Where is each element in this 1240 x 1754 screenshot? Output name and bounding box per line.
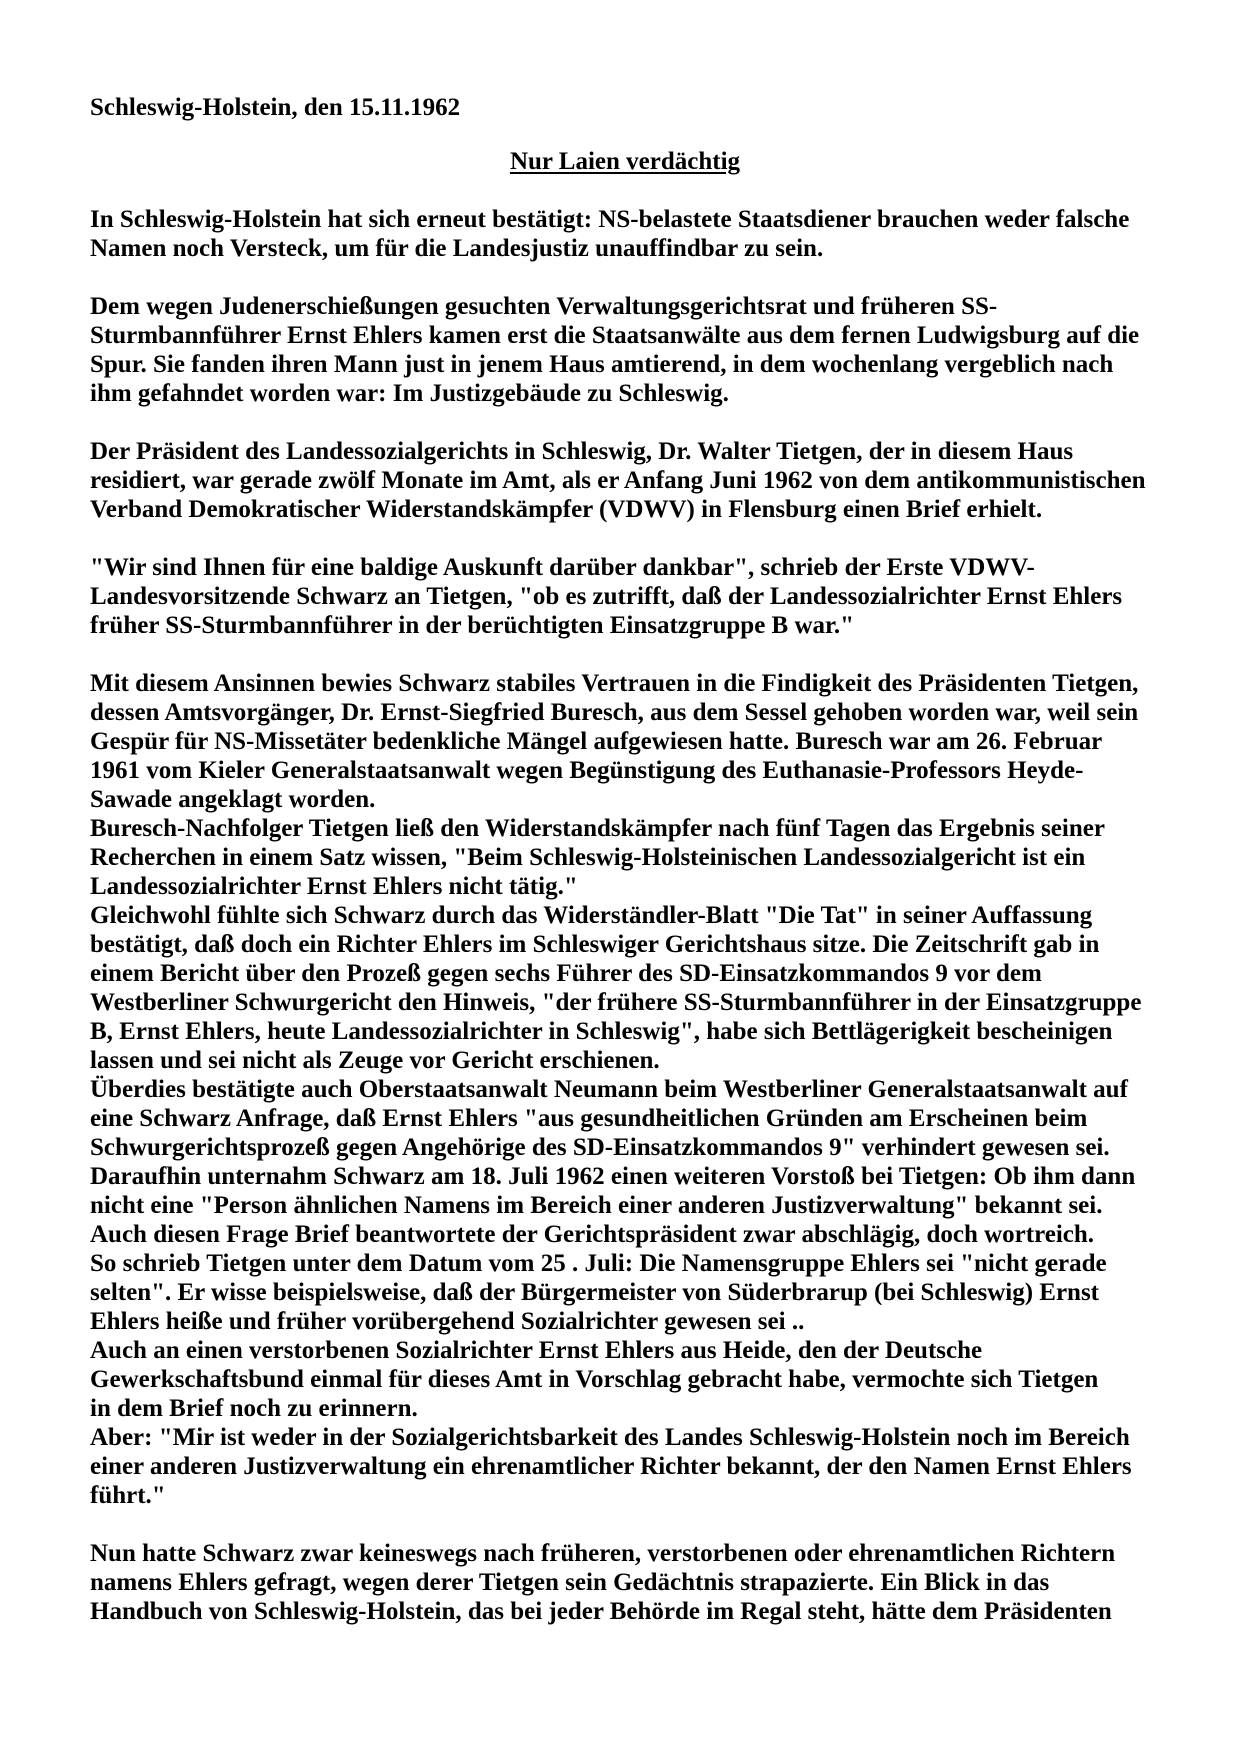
text-line: Landesvorsitzende Schwarz an Tietgen, "ob es zutrifft, daß der Landessozialrichter Ernst Ehlers	[90, 583, 1123, 610]
text-line: Gewerkschaftsbund einmal für dieses Amt in Vorschlag gebracht habe, vermochte sich Tietgen	[90, 1366, 1099, 1393]
dateline: Schleswig-Holstein, den 15.11.1962	[90, 94, 461, 121]
text-line: Auch diesen Frage Brief beantwortete der Gerichtspräsident zwar abschlägig, doch wortreich.	[90, 1221, 1095, 1248]
text-line: Handbuch von Schleswig-Holstein, das bei jeder Behörde im Regal steht, hätte dem Präsidenten	[90, 1598, 1112, 1625]
text-line: Namen noch Versteck, um für die Landesjustiz unauffindbar zu sein.	[90, 235, 824, 262]
text-line: In Schleswig-Holstein hat sich erneut bestätigt: NS-belastete Staatsdiener brauchen weder falsche	[90, 206, 1130, 233]
text-line: Nun hatte Schwarz zwar keineswegs nach früheren, verstorbenen oder ehrenamtlichen Richtern	[90, 1540, 1116, 1567]
text-line: So schrieb Tietgen unter dem Datum vom 25 . Juli: Die Namensgruppe Ehlers sei "nicht gerade	[90, 1250, 1107, 1277]
text-line: Verband Demokratischer Widerstandskämpfer (VDWV) in Flensburg einen Brief erhielt.	[90, 496, 1043, 523]
paragraph-5	[90, 669, 1160, 1510]
text-line: 1961 vom Kieler Generalstaatsanwalt wegen Begünstigung des Euthanasie-Professors Heyde-	[90, 757, 1084, 784]
text-line: ihm gefahndet worden war: Im Justizgebäude zu Schleswig.	[90, 380, 729, 407]
text-line: dessen Amtsvorgänger, Dr. Ernst-Siegfried Buresch, aus dem Sessel gehoben worden war, weil sein	[90, 699, 1139, 726]
text-line: selten". Er wisse beispielsweise, daß der Bürgermeister von Süderbrarup (bei Schleswig) Ernst	[90, 1279, 1100, 1306]
text-line: residiert, war gerade zwölf Monate im Amt, als er Anfang Juni 1962 von dem antikommunistischen	[90, 467, 1146, 494]
text-line: Sawade angeklagt worden.	[90, 786, 376, 813]
text-line: "Wir sind Ihnen für eine baldige Auskunft darüber dankbar", schrieb der Erste VDWV-	[90, 554, 1035, 581]
text-line: einem Bericht über den Prozeß gegen sechs Führer des SD-Einsatzkommandos 9 vor dem	[90, 960, 1042, 987]
paragraph-2	[90, 292, 1160, 408]
text-line: Schwurgerichtsprozeß gegen Angehörige des SD-Einsatzkommandos 9" verhindert gewesen sei.	[90, 1134, 1110, 1161]
text-line: namens Ehlers gefragt, wegen derer Tietgen sein Gedächtnis strapazierte. Ein Blick in das	[90, 1569, 1050, 1596]
text-line: Gespür für NS-Missetäter bedenkliche Mängel aufgewiesen hatte. Buresch war am 26. Februar	[90, 728, 1103, 755]
text-line: Mit diesem Ansinnen bewies Schwarz stabiles Vertrauen in die Findigkeit des Präsidenten Tietgen,	[90, 670, 1139, 697]
text-line: lassen und sei nicht als Zeuge vor Gericht erschienen.	[90, 1047, 660, 1074]
text-line: führt."	[90, 1482, 166, 1509]
text-line: Recherchen in einem Satz wissen, "Beim Schleswig-Holsteinischen Landessozialgericht ist ein	[90, 844, 1086, 871]
text-line: Daraufhin unternahm Schwarz am 18. Juli 1962 einen weiteren Vorstoß bei Tietgen: Ob ihm dann	[90, 1163, 1136, 1190]
text-line: Aber: "Mir ist weder in der Sozialgerichtsbarkeit des Landes Schleswig-Holstein noch im Bereich	[90, 1424, 1130, 1451]
text-line: bestätigt, daß doch ein Richter Ehlers im Schleswiger Gerichtshaus sitze. Die Zeitschrift gab in	[90, 931, 1100, 958]
text-line: Gleichwohl fühlte sich Schwarz durch das Widerständler-Blatt "Die Tat" in seiner Auffassung	[90, 902, 1093, 929]
text-line: einer anderen Justizverwaltung ein ehrenamtlicher Richter bekannt, der den Namen Ernst Ehlers	[90, 1453, 1132, 1480]
text-line: Sturmbannführer Ernst Ehlers kamen erst die Staatsanwälte aus dem fernen Ludwigsburg auf die	[90, 322, 1140, 349]
text-line: Auch an einen verstorbenen Sozialrichter Ernst Ehlers aus Heide, den der Deutsche	[90, 1337, 983, 1364]
text-line: früher SS-Sturmbannführer in der berüchtigten Einsatzgruppe B war."	[90, 612, 854, 639]
text-line: Der Präsident des Landessozialgerichts in Schleswig, Dr. Walter Tietgen, der in diesem Haus	[90, 438, 1074, 465]
text-line: Landessozialrichter Ernst Ehlers nicht tätig."	[90, 873, 578, 900]
text-line: Buresch-Nachfolger Tietgen ließ den Widerstandskämpfer nach fünf Tagen das Ergebnis seiner	[90, 815, 1105, 842]
text-line: B, Ernst Ehlers, heute Landessozialrichter in Schleswig", habe sich Bettlägerigkeit bescheinigen	[90, 1018, 1113, 1045]
paragraph-6	[90, 1539, 1160, 1626]
document-title: Nur Laien verdächtig	[509, 148, 741, 175]
paragraph-3	[90, 437, 1160, 524]
text-line: nicht eine "Person ähnlichen Namens im Bereich einer anderen Justizverwaltung" bekannt sei.	[90, 1192, 1103, 1219]
text-line: eine Schwarz Anfrage, daß Ernst Ehlers "aus gesundheitlichen Gründen am Erscheinen beim	[90, 1105, 1088, 1132]
text-line: Ehlers heiße und früher vorübergehend Sozialrichter gewesen sei ..	[90, 1308, 805, 1335]
title-block	[90, 147, 1160, 176]
text-line: Spur. Sie fanden ihren Mann just in jenem Haus amtierend, in dem wochenlang vergeblich nach	[90, 351, 1114, 378]
paragraph-1	[90, 205, 1160, 263]
text-line: Westberliner Schwurgericht den Hinweis, "der frühere SS-Sturmbannführer in der Einsatzgruppe	[90, 989, 1142, 1016]
paragraph-4	[90, 553, 1160, 640]
text-line: Überdies bestätigte auch Oberstaatsanwalt Neumann beim Westberliner Generalstaatsanwalt auf	[90, 1076, 1128, 1103]
text-line: in dem Brief noch zu erinnern.	[90, 1395, 418, 1422]
text-line: Dem wegen Judenerschießungen gesuchten Verwaltungsgerichtsrat und früheren SS-	[90, 293, 998, 320]
